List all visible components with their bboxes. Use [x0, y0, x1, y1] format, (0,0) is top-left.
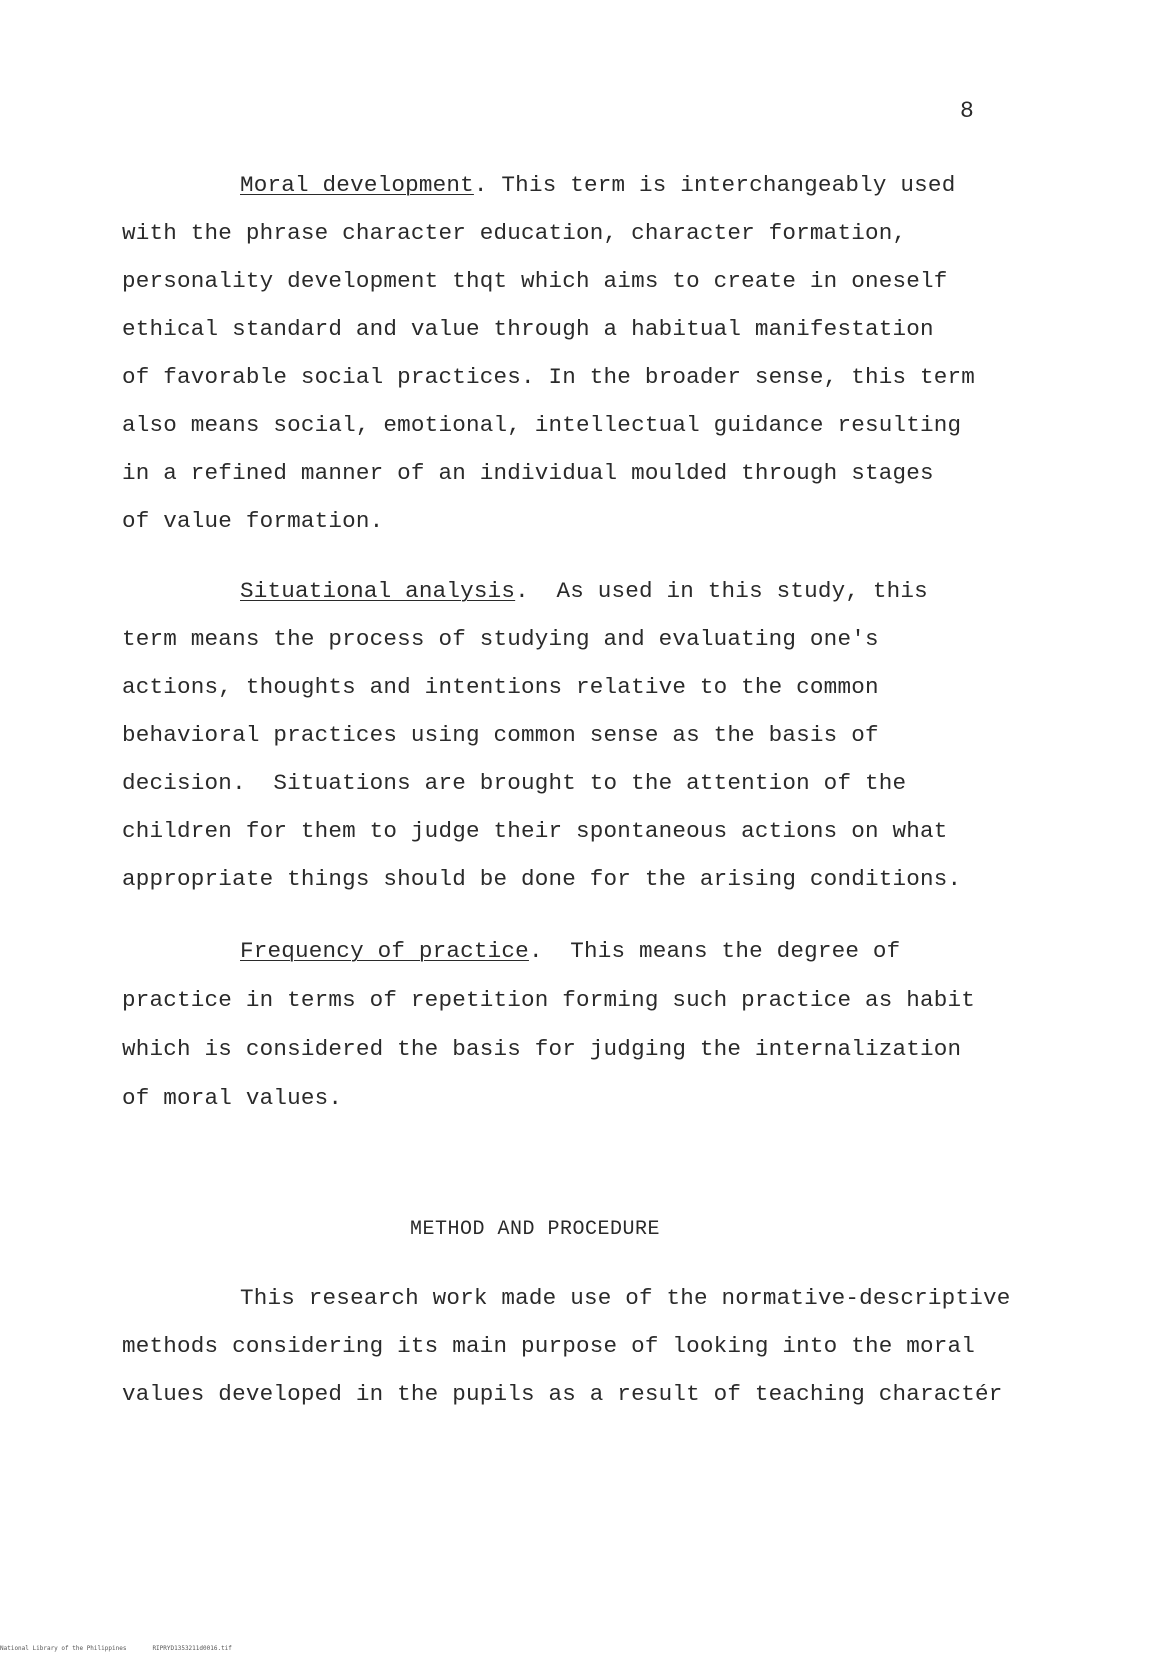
term-frequency-of-practice: Frequency of practice	[240, 938, 529, 964]
frequency-of-practice-line: which is considered the basis for judging the internalization	[122, 1036, 962, 1062]
section-line: values developed in the pupils as a result of teaching charactér	[122, 1381, 1003, 1407]
frequency-of-practice-line: of moral values.	[122, 1085, 343, 1111]
moral-development-line: in a refined manner of an individual moulded through stages	[122, 460, 934, 486]
situational-analysis-line: appropriate things should be done for the arising conditions.	[122, 866, 962, 892]
moral-development-line1-rest: . This term is interchangeably used	[473, 172, 956, 198]
situational-analysis-line: term means the process of studying and evaluating one's	[122, 626, 879, 652]
paragraph-moral-development-line-1	[240, 172, 955, 198]
moral-development-line: also means social, emotional, intellectual guidance resulting	[122, 412, 962, 438]
frequency-of-practice-line: practice in terms of repetition forming such practice as habit	[122, 987, 976, 1013]
term-moral-development: Moral development	[240, 172, 474, 198]
section-line: This research work made use of the normative-descriptive	[240, 1285, 1011, 1311]
situational-analysis-line: actions, thoughts and intentions relative to the common	[122, 674, 879, 700]
footer-library: National Library of the Philippines	[0, 1645, 127, 1652]
paragraph-frequency-of-practice-line-1	[240, 938, 900, 964]
paragraph-situational-analysis-line-1	[240, 578, 928, 604]
situational-analysis-line: behavioral practices using common sense as the basis of	[122, 722, 879, 748]
situational-analysis-line: children for them to judge their spontaneous actions on what	[122, 818, 948, 844]
situational-analysis-line1-rest: . As used in this study, this	[515, 578, 928, 604]
moral-development-line: with the phrase character education, character formation,	[122, 220, 907, 246]
moral-development-line: of value formation.	[122, 508, 384, 534]
scan-footer	[0, 1645, 258, 1652]
frequency-of-practice-line1-rest: . This means the degree of	[528, 938, 901, 964]
term-situational-analysis: Situational analysis	[240, 578, 516, 604]
page-number: 8	[960, 98, 974, 124]
footer-file: RIPRYD1353211d0016.tif	[152, 1645, 232, 1652]
section-heading-method-and-procedure: METHOD AND PROCEDURE	[410, 1218, 661, 1241]
moral-development-line: ethical standard and value through a habitual manifestation	[122, 316, 934, 342]
moral-development-line: of favorable social practices. In the broader sense, this term	[122, 364, 976, 390]
situational-analysis-line: decision. Situations are brought to the attention of the	[122, 770, 907, 796]
section-line: methods considering its main purpose of looking into the moral	[122, 1333, 976, 1359]
moral-development-line: personality development thqt which aims to create in oneself	[122, 268, 948, 294]
